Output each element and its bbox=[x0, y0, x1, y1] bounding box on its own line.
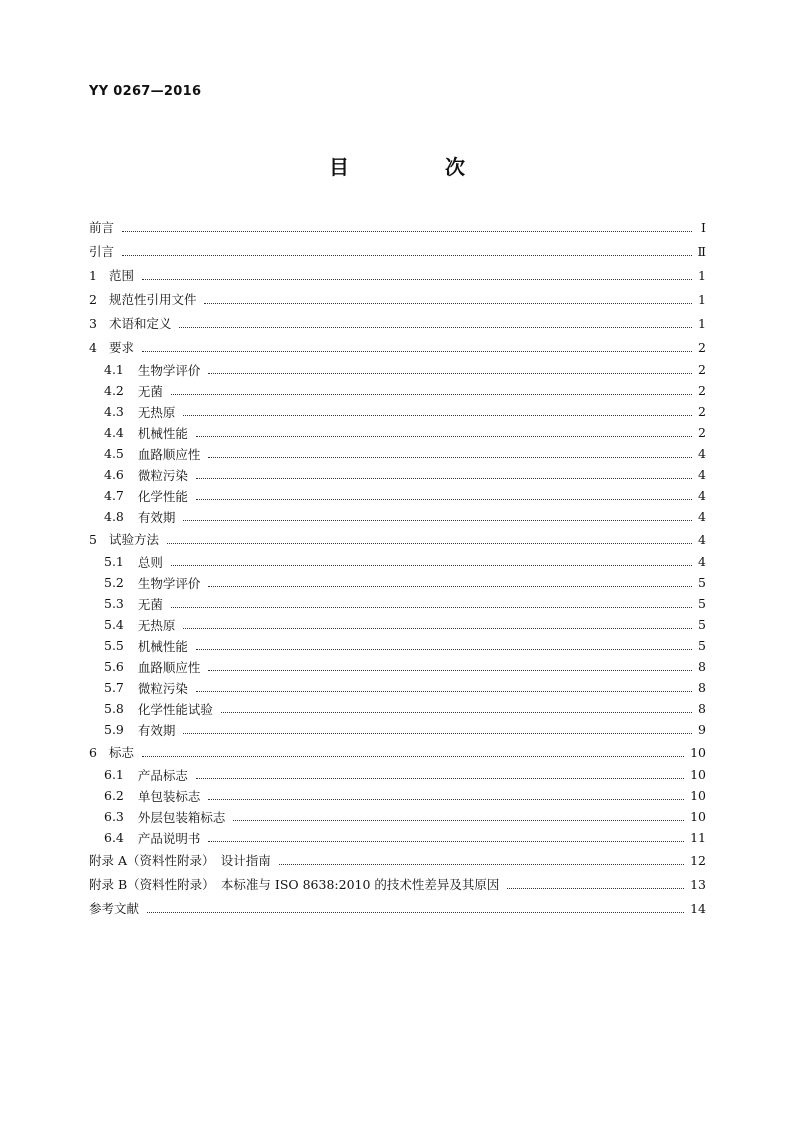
page-title: 目 次 bbox=[329, 155, 503, 179]
toc-entry-page: 14 bbox=[690, 900, 706, 916]
toc-entry-number: 4.6 bbox=[104, 467, 124, 482]
toc-entry-page: 1 bbox=[698, 315, 706, 331]
toc-entry[interactable] bbox=[89, 635, 706, 656]
toc-entry-label: 无热原 bbox=[137, 617, 176, 633]
toc-entry-page: 9 bbox=[698, 722, 706, 737]
toc-entry-page: 2 bbox=[698, 425, 706, 440]
toc-entry[interactable] bbox=[89, 311, 706, 335]
toc-entry-number: 4 bbox=[89, 339, 97, 355]
toc-entry-number: 5.6 bbox=[104, 659, 124, 674]
toc-entry-label: 范围 bbox=[108, 268, 134, 283]
toc-entry-label: 产品说明书 bbox=[137, 830, 201, 846]
toc-entry-page: 1 bbox=[698, 291, 706, 307]
toc-entry[interactable] bbox=[89, 263, 706, 287]
toc-entry-number: 4.2 bbox=[104, 383, 124, 398]
toc-leader-dots bbox=[179, 327, 692, 328]
toc-entry[interactable] bbox=[89, 740, 706, 764]
toc-entry[interactable] bbox=[89, 551, 706, 572]
toc-entry-number: 5.9 bbox=[104, 722, 124, 737]
toc-entry-label: 化学性能试验 bbox=[137, 701, 213, 717]
toc-entry[interactable] bbox=[89, 572, 706, 593]
toc-entry-label: 参考文献 bbox=[89, 901, 140, 916]
toc-entry-page: 2 bbox=[698, 339, 706, 355]
toc-entry-number: 6.1 bbox=[104, 767, 124, 782]
toc-entry-page: 5 bbox=[698, 638, 706, 653]
toc-entry[interactable] bbox=[89, 785, 706, 806]
toc-leader-dots bbox=[204, 303, 692, 304]
toc-entry[interactable] bbox=[89, 656, 706, 677]
toc-entry-page: Ⅰ bbox=[701, 219, 706, 235]
toc-entry-page: 8 bbox=[698, 659, 706, 674]
toc-entry-label: 血路顺应性 bbox=[137, 446, 201, 462]
toc-entry-page: 10 bbox=[690, 744, 706, 760]
toc-entry-page: 1 bbox=[698, 267, 706, 283]
toc-entry-label: 微粒污染 bbox=[137, 680, 188, 696]
toc-entry-page: 2 bbox=[698, 362, 706, 377]
toc-leader-dots bbox=[196, 478, 692, 479]
toc-leader-dots bbox=[183, 733, 692, 734]
toc-entry-number: 4.4 bbox=[104, 425, 124, 440]
toc-entry[interactable] bbox=[89, 614, 706, 635]
toc-entry-page: 8 bbox=[698, 701, 706, 716]
toc-leader-dots bbox=[208, 670, 692, 671]
toc-entry-label: 化学性能 bbox=[137, 488, 188, 504]
table-of-contents bbox=[89, 215, 706, 920]
toc-entry-page: 10 bbox=[690, 788, 706, 803]
toc-entry-label: 附录 B（资料性附录） 本标准与 ISO 8638:2010 的技术性差异及其原因 bbox=[89, 877, 500, 892]
toc-entry[interactable] bbox=[89, 287, 706, 311]
toc-entry-page: 4 bbox=[698, 467, 706, 482]
toc-entry-label: 有效期 bbox=[137, 509, 176, 525]
toc-entry-number: 6 bbox=[89, 744, 97, 760]
toc-entry-label: 产品标志 bbox=[137, 767, 188, 783]
toc-entry-page: 4 bbox=[698, 554, 706, 569]
toc-entry-label: 要求 bbox=[108, 340, 134, 355]
toc-entry-label: 无菌 bbox=[137, 596, 163, 612]
toc-leader-dots bbox=[196, 436, 692, 437]
document-code: YY 0267—2016 bbox=[89, 84, 202, 99]
toc-entry[interactable] bbox=[89, 806, 706, 827]
toc-entry[interactable] bbox=[89, 239, 706, 263]
toc-leader-dots bbox=[208, 841, 684, 842]
toc-leader-dots bbox=[183, 628, 692, 629]
toc-entry-page: Ⅱ bbox=[697, 243, 706, 259]
toc-entry[interactable] bbox=[89, 506, 706, 527]
toc-entry-label: 无菌 bbox=[137, 383, 163, 399]
toc-leader-dots bbox=[171, 565, 692, 566]
toc-entry-page: 2 bbox=[698, 404, 706, 419]
toc-entry-page: 5 bbox=[698, 596, 706, 611]
toc-leader-dots bbox=[142, 351, 692, 352]
toc-entry-number: 4.1 bbox=[104, 362, 124, 377]
toc-leader-dots bbox=[142, 756, 684, 757]
toc-leader-dots bbox=[171, 607, 692, 608]
toc-leader-dots bbox=[147, 912, 684, 913]
toc-entry-number: 6.4 bbox=[104, 830, 124, 845]
toc-entry-number: 3 bbox=[89, 315, 97, 331]
toc-entry[interactable] bbox=[89, 422, 706, 443]
toc-entry-label: 单包装标志 bbox=[137, 788, 201, 804]
toc-entry-label: 无热原 bbox=[137, 404, 176, 420]
toc-entry-number: 4.8 bbox=[104, 509, 124, 524]
toc-entry-number: 5.3 bbox=[104, 596, 124, 611]
toc-entry[interactable] bbox=[89, 443, 706, 464]
toc-leader-dots bbox=[279, 864, 684, 865]
toc-leader-dots bbox=[196, 649, 692, 650]
toc-entry-page: 4 bbox=[698, 488, 706, 503]
toc-leader-dots bbox=[196, 499, 692, 500]
toc-entry-page: 10 bbox=[690, 767, 706, 782]
toc-entry-label: 引言 bbox=[89, 244, 115, 259]
toc-entry-number: 5.1 bbox=[104, 554, 124, 569]
toc-entry[interactable] bbox=[89, 698, 706, 719]
toc-entry-number: 5.2 bbox=[104, 575, 124, 590]
toc-entry-label: 生物学评价 bbox=[137, 575, 201, 591]
toc-entry[interactable] bbox=[89, 485, 706, 506]
toc-entry-page: 8 bbox=[698, 680, 706, 695]
toc-entry-number: 1 bbox=[89, 267, 97, 283]
toc-entry[interactable] bbox=[89, 719, 706, 740]
toc-entry-page: 11 bbox=[690, 830, 706, 845]
toc-entry-page: 4 bbox=[698, 531, 706, 547]
toc-entry-number: 5.5 bbox=[104, 638, 124, 653]
toc-leader-dots bbox=[122, 231, 692, 232]
toc-entry-label: 生物学评价 bbox=[137, 362, 201, 378]
toc-entry-label: 微粒污染 bbox=[137, 467, 188, 483]
toc-leader-dots bbox=[122, 255, 691, 256]
toc-entry[interactable] bbox=[89, 872, 706, 896]
toc-entry-page: 2 bbox=[698, 383, 706, 398]
toc-entry-label: 前言 bbox=[89, 220, 115, 235]
toc-entry-label: 规范性引用文件 bbox=[108, 292, 197, 307]
toc-entry-label: 机械性能 bbox=[137, 425, 188, 441]
toc-entry-page: 13 bbox=[690, 876, 706, 892]
toc-entry[interactable] bbox=[89, 827, 706, 848]
toc-entry-label: 血路顺应性 bbox=[137, 659, 201, 675]
toc-leader-dots bbox=[208, 373, 692, 374]
toc-entry-number: 6.3 bbox=[104, 809, 124, 824]
toc-leader-dots bbox=[196, 691, 692, 692]
toc-entry-label: 机械性能 bbox=[137, 638, 188, 654]
toc-entry[interactable] bbox=[89, 593, 706, 614]
toc-entry[interactable] bbox=[89, 848, 706, 872]
toc-leader-dots bbox=[208, 457, 692, 458]
toc-leader-dots bbox=[208, 586, 692, 587]
toc-entry[interactable] bbox=[89, 215, 706, 239]
toc-entry-number: 4.7 bbox=[104, 488, 124, 503]
toc-entry[interactable] bbox=[89, 359, 706, 380]
toc-entry-label: 术语和定义 bbox=[108, 316, 172, 331]
toc-entry-number: 6.2 bbox=[104, 788, 124, 803]
toc-leader-dots bbox=[183, 520, 692, 521]
toc-entry-page: 5 bbox=[698, 575, 706, 590]
toc-leader-dots bbox=[142, 279, 692, 280]
toc-entry-page: 4 bbox=[698, 446, 706, 461]
toc-leader-dots bbox=[183, 415, 692, 416]
toc-entry[interactable] bbox=[89, 335, 706, 359]
toc-entry-number: 4.5 bbox=[104, 446, 124, 461]
toc-leader-dots bbox=[233, 820, 684, 821]
toc-leader-dots bbox=[221, 712, 692, 713]
toc-leader-dots bbox=[196, 778, 684, 779]
toc-entry-label: 总则 bbox=[137, 554, 163, 570]
toc-entry-number: 5.8 bbox=[104, 701, 124, 716]
toc-entry-page: 5 bbox=[698, 617, 706, 632]
toc-leader-dots bbox=[507, 888, 684, 889]
toc-entry[interactable] bbox=[89, 380, 706, 401]
toc-entry[interactable] bbox=[89, 896, 706, 920]
toc-leader-dots bbox=[167, 543, 692, 544]
toc-entry-label: 有效期 bbox=[137, 722, 176, 738]
toc-entry[interactable] bbox=[89, 464, 706, 485]
toc-entry[interactable] bbox=[89, 401, 706, 422]
toc-entry-label: 试验方法 bbox=[108, 532, 159, 547]
toc-entry-page: 4 bbox=[698, 509, 706, 524]
toc-entry-label: 附录 A（资料性附录） 设计指南 bbox=[89, 853, 271, 868]
toc-leader-dots bbox=[171, 394, 692, 395]
toc-entry[interactable] bbox=[89, 677, 706, 698]
toc-entry-number: 5.4 bbox=[104, 617, 124, 632]
toc-entry-label: 外层包装箱标志 bbox=[137, 809, 226, 825]
toc-entry[interactable] bbox=[89, 527, 706, 551]
toc-entry-number: 5 bbox=[89, 531, 97, 547]
toc-entry[interactable] bbox=[89, 764, 706, 785]
toc-entry-page: 12 bbox=[690, 852, 706, 868]
toc-entry-number: 2 bbox=[89, 291, 97, 307]
toc-entry-label: 标志 bbox=[108, 745, 134, 760]
toc-entry-number: 4.3 bbox=[104, 404, 124, 419]
toc-leader-dots bbox=[208, 799, 684, 800]
toc-entry-number: 5.7 bbox=[104, 680, 124, 695]
toc-entry-page: 10 bbox=[690, 809, 706, 824]
